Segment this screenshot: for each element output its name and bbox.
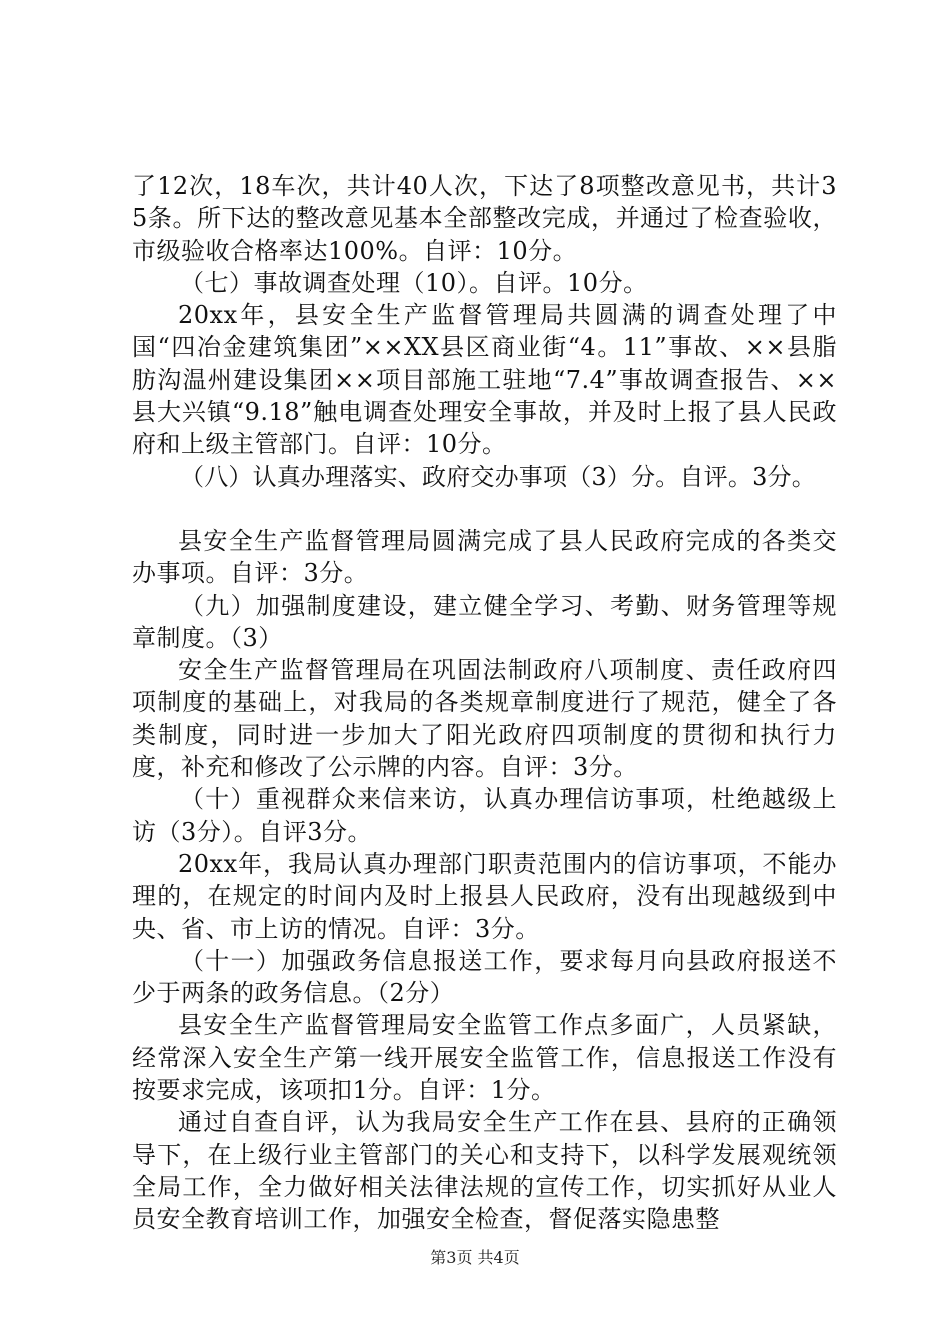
page-footer: 第3页 共4页	[430, 1248, 520, 1267]
paragraph-petitions: 20xx年，我局认真办理部门职责范围内的信访事项，不能办理的，在规定的时间内及时上报县人民政府，没有出现越级到中央、省、市上访的情况。自评：3分。	[132, 849, 837, 943]
paragraph-rules-system: 安全生产监督管理局在巩固法制政府八项制度、责任政府四项制度的基础上，对我局的各类规章制度进行了规范，健全了各类制度，同时进一步加大了阳光政府四项制度的贯彻和执行力度，补充和修改了公示牌的内容。自评：3分。	[132, 656, 837, 782]
paragraph-assigned-matters: 县安全生产监督管理局圆满完成了县人民政府完成的各类交办事项。自评：3分。	[132, 526, 837, 588]
blank-line	[132, 493, 837, 525]
section-heading-11: （十一）加强政务信息报送工作，要求每月向县政府报送不少于两条的政务信息。（2分）	[132, 946, 837, 1008]
section-heading-7: （七）事故调查处理（10）。自评。10分。	[180, 268, 648, 297]
section-heading-8: （八）认真办理落实、政府交办事项（3）分。自评。3分。	[180, 462, 816, 491]
document-body	[132, 170, 837, 1236]
paragraph-info-reporting: 县安全生产监督管理局安全监管工作点多面广，人员紧缺，经常深入安全生产第一线开展安全监管工作，信息报送工作没有按要求完成，该项扣1分。自评：1分。	[132, 1011, 837, 1105]
paragraph-continued: 了12次，18车次，共计40人次，下达了8项整改意见书，共计35条。所下达的整改意见基本全部整改完成，并通过了检查验收，市级验收合格率达100%。自评：10分。	[132, 172, 837, 265]
paragraph-summary: 通过自查自评，认为我局安全生产工作在县、县府的正确领导下，在上级行业主管部门的关心和支持下，以科学发展观统领全局工作，全力做好相关法律法规的宣传工作，切实抓好从业人员安全教育培训工作，加强安全检查，督促落实隐患整	[132, 1108, 837, 1234]
paragraph-accident-investigation: 20xx年，县安全生产监督管理局共圆满的调查处理了中国“四冶金建筑集团”××XX县区商业街“4。11”事故、××县脂肪沟温州建设集团××项目部施工驻地“7.4”事故调查报告、××县大兴镇“9.18”触电调查处理安全事故，并及时上报了县人民政府和上级主管部门。自评：10分。	[132, 301, 837, 459]
section-heading-9: （九）加强制度建设，建立健全学习、考勤、财务管理等规章制度。（3）	[132, 591, 837, 652]
section-heading-10: （十）重视群众来信来访，认真办理信访事项，杜绝越级上访（3分）。自评3分。	[132, 785, 837, 846]
